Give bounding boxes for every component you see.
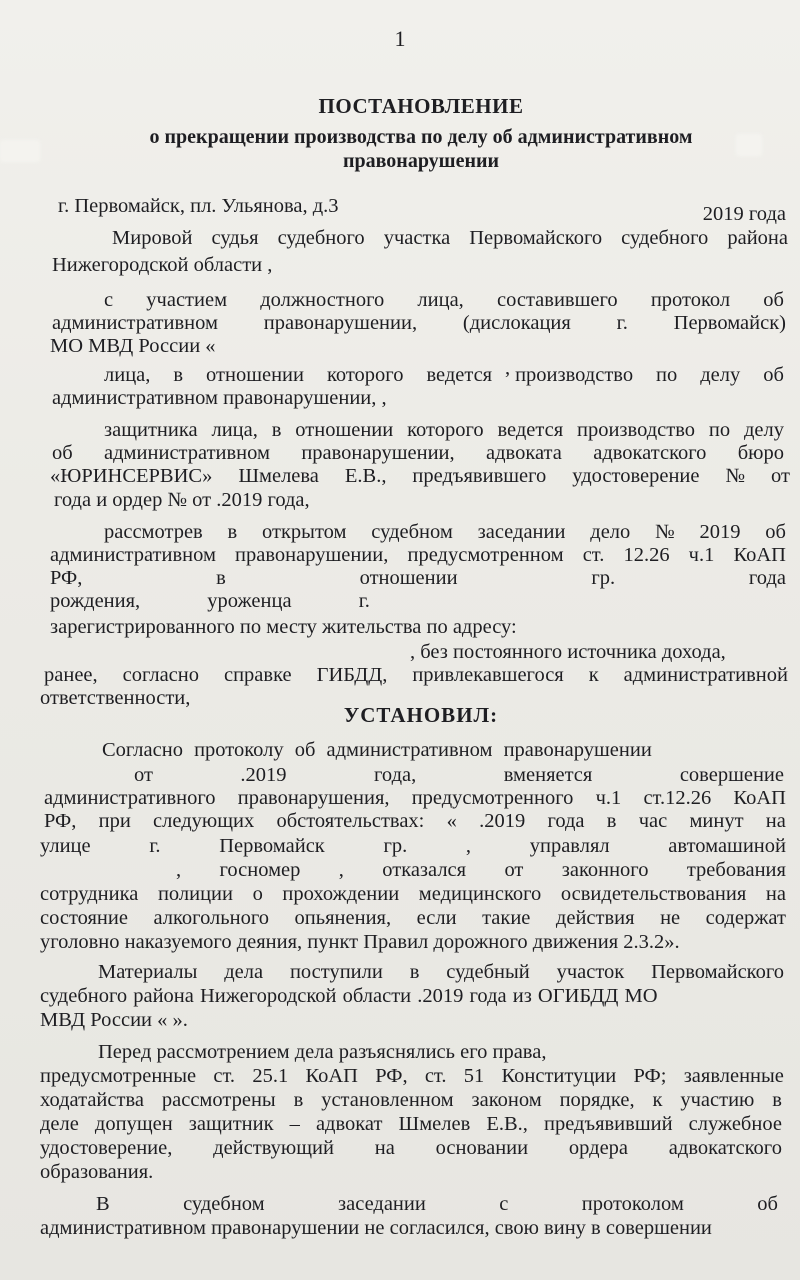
- text-line: Нижегородской области ,: [52, 254, 273, 276]
- text-line: состояние алкогольного опьянения, если такие действия не содержат: [40, 907, 786, 929]
- text-line: РФ, в отношении гр. года: [50, 567, 786, 589]
- text-line: ответственности,: [40, 687, 191, 709]
- text-line: «ЮРИНСЕРВИС» Шмелева Е.В., предъявившего удостоверение № от: [50, 465, 790, 487]
- text-line: с участием должностного лица, составившего протокол об: [104, 289, 784, 311]
- text-line: зарегистрированного по месту жительства по адресу:: [50, 616, 517, 638]
- text-line: Перед рассмотрением дела разъяснялись его права,: [98, 1041, 547, 1063]
- text-line: сотрудника полиции о прохождении медицинского освидетельствования на: [40, 883, 786, 905]
- place-line: г. Первомайск, пл. Ульянова, д.3: [58, 195, 339, 217]
- text-line: МО МВД России «: [50, 335, 216, 357]
- text-line: Мировой судья судебного участка Первомайского судебного района: [112, 227, 788, 249]
- text-line: об административном правонарушении, адвоката адвокатского бюро: [52, 442, 784, 464]
- text-line: административного правонарушения, предусмотренного ч.1 ст.12.26 КоАП: [44, 787, 786, 809]
- text-line: года и ордер № от .2019 года,: [54, 489, 310, 511]
- text-line: рождения, уроженца г.: [50, 590, 370, 612]
- text-line: улице г. Первомайск гр. , управлял автомашиной: [40, 835, 786, 857]
- text-line: Материалы дела поступили в судебный участок Первомайского: [98, 961, 784, 983]
- text-line: защитника лица, в отношении которого ведется производство по делу: [104, 419, 784, 441]
- text-line: предусмотренные ст. 25.1 КоАП РФ, ст. 51 Конституции РФ; заявленные: [40, 1065, 784, 1087]
- text-line: судебного района Нижегородской области .2019 года из ОГИБДД МО: [40, 985, 658, 1007]
- text-line: уголовно наказуемого деяния, пункт Правил дорожного движения 2.3.2».: [40, 931, 680, 953]
- text-line: ранее, согласно справке ГИБДД, привлекавшегося к административной: [44, 664, 788, 686]
- text-line: административном правонарушении, ,: [52, 387, 387, 409]
- section-heading: УСТАНОВИЛ:: [343, 703, 499, 727]
- document-title: ПОСТАНОВЛЕНИЕ: [318, 94, 524, 118]
- text-line: образования.: [40, 1161, 154, 1183]
- redaction-mark: [0, 140, 40, 162]
- date-line: 2019 года: [702, 203, 786, 225]
- text-line: , без постоянного источника дохода,: [410, 641, 726, 663]
- text-line: лица, в отношении которого ведется производство по делу об: [104, 364, 784, 386]
- text-line: В судебном заседании с протоколом об: [96, 1193, 778, 1215]
- text-line: административном правонарушении, (дислокация г. Первомайск): [52, 312, 786, 334]
- text-line: МВД России « ».: [40, 1009, 188, 1031]
- document-subtitle: о прекращении производства по делу об административном: [149, 126, 693, 148]
- text-line: административном правонарушении не согласился, свою вину в совершении: [40, 1217, 712, 1239]
- redaction-mark: [736, 134, 762, 156]
- text-line: Согласно протоколу об административном правонарушении: [102, 739, 652, 761]
- text-line: рассмотрев в открытом судебном заседании дело № 2019 об: [104, 521, 786, 543]
- text-line: от .2019 года, вменяется совершение: [134, 764, 784, 786]
- text-line: ходатайства рассмотрены в установленном законом порядке, к участию в: [40, 1089, 782, 1111]
- text-line: удостоверение, действующий на основании ордера адвокатского: [40, 1137, 782, 1159]
- text-line: РФ, при следующих обстоятельствах: « .2019 года в час минут на: [44, 810, 786, 832]
- document-subtitle-continued: правонарушении: [342, 150, 500, 172]
- page-number: 1: [394, 26, 406, 51]
- text-line: ,: [505, 357, 511, 379]
- text-line: , госномер , отказался от законного требования: [176, 859, 786, 881]
- text-line: деле допущен защитник – адвокат Шмелев Е.В., предъявивший служебное: [40, 1113, 782, 1135]
- text-line: административном правонарушении, предусмотренном ст. 12.26 ч.1 КоАП: [50, 544, 786, 566]
